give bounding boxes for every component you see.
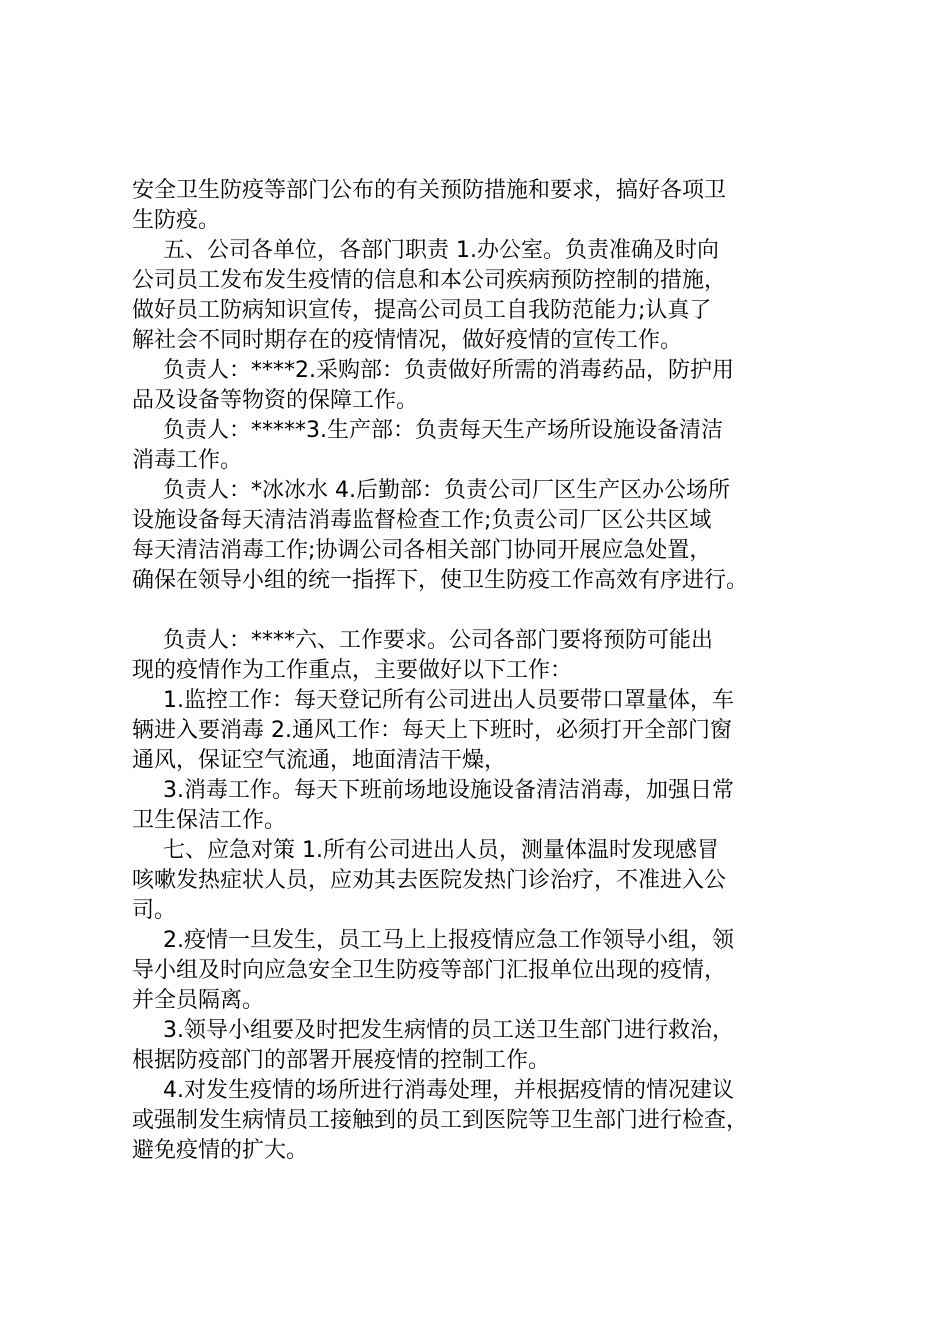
text-line: 卫生保洁工作。: [132, 808, 287, 833]
paragraph-p11: [132, 1016, 842, 1076]
text-line: 现的疫情作为工作重点，主要做好以下工作：: [132, 658, 573, 683]
paragraph-p9: [132, 836, 842, 926]
document-page: [132, 176, 842, 1166]
paragraph-p10: [132, 926, 842, 1016]
text-line: 辆进入要消毒 2.通风工作：每天上下班时，必须打开全部门窗: [132, 718, 732, 743]
text-line: 或强制发生病情员工接触到的员工到医院等卫生部门进行检查，: [132, 1108, 749, 1133]
paragraph-p8: [132, 776, 842, 836]
text-line: 2.疫情一旦发生，员工马上上报疫情应急工作领导小组，领: [163, 928, 734, 953]
paragraph-p12: [132, 1076, 842, 1166]
text-line: 通风，保证空气流通，地面清洁干燥，: [132, 748, 507, 773]
paragraph-p3: [132, 356, 842, 416]
text-line: 五、公司各单位，各部门职责 1.办公室。负责准确及时向: [163, 238, 719, 263]
text-line: 七、应急对策 1.所有公司进出人员，测量体温时发现感冒: [163, 838, 719, 863]
text-line: 导小组及时向应急安全卫生防疫等部门汇报单位出现的疫情，: [132, 958, 727, 983]
paragraph-p7: [132, 686, 842, 776]
text-line: 3.领导小组要及时把发生病情的员工送卫生部门进行救治，: [163, 1018, 734, 1043]
text-line: 确保在领导小组的统一指挥下，使卫生防疫工作高效有序进行。: [132, 568, 749, 593]
paragraph-p5: [132, 476, 842, 596]
text-line: 司。: [132, 898, 177, 923]
text-line: 每天清洁消毒工作;协调公司各相关部门协同开展应急处置，: [132, 538, 712, 563]
text-line: 4.对发生疫情的场所进行消毒处理，并根据疫情的情况建议: [163, 1078, 734, 1103]
text-line: 根据防疫部门的部署开展疫情的控制工作。: [132, 1048, 551, 1073]
text-line: 生防疫。: [132, 208, 221, 233]
text-line: 负责人：*冰冰水 4.后勤部：负责公司厂区生产区办公场所: [163, 478, 730, 503]
text-line: 负责人：****六、工作要求。公司各部门要将预防可能出: [163, 628, 714, 653]
paragraph-spacer: [132, 596, 842, 626]
paragraph-p1: [132, 176, 842, 236]
paragraph-p2: [132, 236, 842, 356]
paragraph-p6: [132, 626, 842, 686]
text-line: 设施设备每天清洁消毒监督检查工作;负责公司厂区公共区域: [132, 508, 712, 533]
text-line: 品及设备等物资的保障工作。: [132, 388, 419, 413]
text-line: 安全卫生防疫等部门公布的有关预防措施和要求，搞好各项卫: [132, 178, 727, 203]
text-line: 避免疫情的扩大。: [132, 1138, 309, 1163]
paragraph-p4: [132, 416, 842, 476]
text-line: 3.消毒工作。每天下班前场地设施设备清洁消毒，加强日常: [163, 778, 734, 803]
text-line: 解社会不同时期存在的疫情情况，做好疫情的宣传工作。: [132, 328, 683, 353]
text-line: 公司员工发布发生疫情的信息和本公司疾病预防控制的措施，: [132, 268, 727, 293]
text-line: 咳嗽发热症状人员，应劝其去医院发热门诊治疗，不准进入公: [132, 868, 727, 893]
text-line: 负责人：*****3.生产部：负责每天生产场所设施设备清洁: [163, 418, 723, 443]
text-line: 负责人：****2.采购部：负责做好所需的消毒药品，防护用: [163, 358, 734, 383]
text-line: 并全员隔离。: [132, 988, 265, 1013]
text-line: 做好员工防病知识宣传，提高公司员工自我防范能力;认真了: [132, 298, 712, 323]
text-line: 1.监控工作：每天登记所有公司进出人员要带口罩量体，车: [163, 688, 734, 713]
text-line: 消毒工作。: [132, 448, 243, 473]
